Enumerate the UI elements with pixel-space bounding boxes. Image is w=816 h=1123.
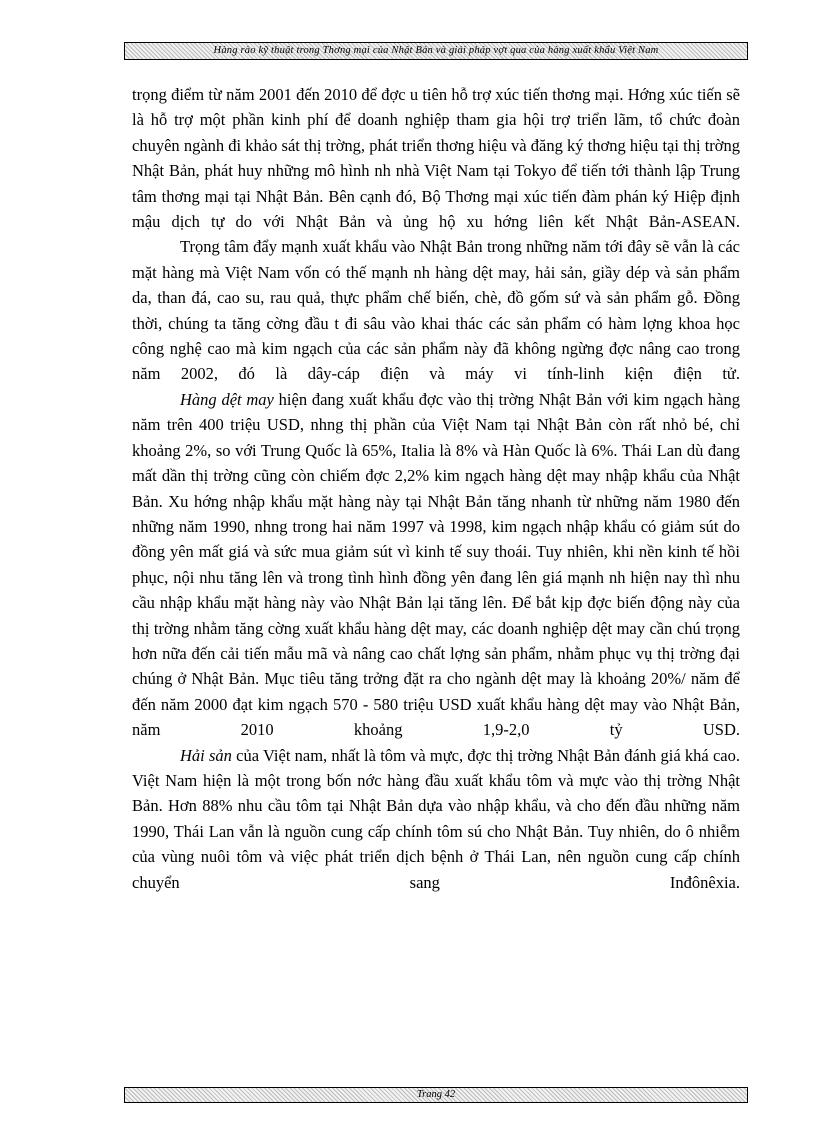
page-footer [124,1087,748,1103]
paragraph-2 [132,234,740,386]
paragraph-3-lead: Hàng dệt may [180,389,274,409]
running-header-title: Hàng rào kỹ thuật trong Thơng mại của Nhật Bản và giải pháp vợt qua của hàng xuất khẩu Việt Nam [213,45,659,56]
paragraph-3 [132,387,740,743]
paragraph-4 [132,743,740,895]
paragraph-1-text: trọng điểm từ năm 2001 đến 2010 để đợc u tiên hỗ trợ xúc tiến thơng mại. Hớng xúc tiến sẽ là hỗ trợ một phần kinh phí để doanh nghiệp tham gia hội trợ triển lãm, tổ chức đoàn chuyên ngành đi khảo sát thị trờng, phát triển thơng hiệu và đăng ký thơng hiệu tại thị trờng Nhật Bản, phát huy những mô hình nh nhà Việt Nam tại Tokyo để tiến tới thành lập Trung tâm thơng mại tại Nhật Bản. Bên cạnh đó, Bộ Thơng mại xúc tiến đàm phán ký Hiệp định mậu dịch tự do với Nhật Bản và ủng hộ xu hớng liên kết Nhật Bản-ASEAN. [132,85,740,232]
paragraph-2-text: Trọng tâm đẩy mạnh xuất khẩu vào Nhật Bản trong những năm tới đây sẽ vẫn là các mặt hàng mà Việt Nam vốn có thế mạnh nh hàng dệt may, hải sản, giầy dép và sản phẩm da, than đá, cao su, rau quả, thực phẩm chế biến, chè, đồ gốm sứ và sản phẩm gỗ. Đồng thời, chúng ta tăng cờng đầu t đi sâu vào khai thác các sản phẩm có hàm lợng khoa học công nghệ cao mà kim ngạch của các sản phẩm này đã không ngừng đợc nâng cao trong năm 2002, đó là dây-cáp điện và máy vi tính-linh kiện điện tử. [132,237,740,384]
page-body [132,82,740,895]
paragraph-4-text: của Việt nam, nhất là tôm và mực, đợc thị trờng Nhật Bản đánh giá khá cao. Việt Nam hiện là một trong bốn nớc hàng đầu xuất khẩu tôm và mực vào thị trờng Nhật Bản. Hơn 88% nhu cầu tôm tại Nhật Bản dựa vào nhập khẩu, và cho đến đầu những năm 1990, Thái Lan vẫn là nguồn cung cấp chính tôm sú cho Nhật Bản. Tuy nhiên, do ô nhiễm của vùng nuôi tôm và việc phát triển dịch bệnh ở Thái Lan, nên nguồn cung cấp chính chuyển sang Inđônêxia. [132,745,741,892]
paragraph-4-lead: Hải sản [180,745,232,765]
paragraph-3-text: hiện đang xuất khẩu đợc vào thị trờng Nhật Bản với kim ngạch hàng năm trên 400 triệu USD, nhng thị phần của Việt Nam tại Nhật Bản còn rất nhỏ bé, chỉ khoảng 2%, so với Trung Quốc là 65%, Italia là 8% và Hàn Quốc là 6%. Thái Lan dù đang mất dần thị trờng cũng còn chiếm đợc 2,2% kim ngạch hàng dệt may nhập khẩu của Nhật Bản. Xu hớng nhập khẩu mặt hàng này tại Nhật Bản tăng nhanh từ những năm 1980 đến những năm 1990, nhng trong hai năm 1997 và 1998, kim ngạch nhập khẩu có giảm sút do đồng yên mất giá và sức mua giảm sút vì kinh tế suy thoái. Tuy nhiên, khi nền kinh tế hồi phục, nội nhu tăng lên và trong tình hình đồng yên đang lên giá mạnh nh hiện nay thì nhu cầu nhập khẩu mặt hàng này vào Nhật Bản lại tăng lên. Để bắt kịp đợc biến động này của thị trờng nhằm tăng cờng xuất khẩu hàng dệt may, các doanh nghiệp dệt may cần chú trọng hơn nữa đến cải tiến mẫu mã và nâng cao chất lợng sản phẩm, nhằm phục vụ thị trờng đại chúng ở Nhật Bản. Mục tiêu tăng trởng đặt ra cho ngành dệt may là khoảng 20%/ năm để đến năm 2000 đạt kim ngạch 570 - 580 triệu USD xuất khẩu hàng dệt may vào Nhật Bản, năm 2010 khoảng 1,9-2,0 tỷ USD. [132,389,740,740]
page-number: Trang 42 [416,1089,456,1100]
running-header [124,42,748,60]
paragraph-1 [132,82,740,234]
